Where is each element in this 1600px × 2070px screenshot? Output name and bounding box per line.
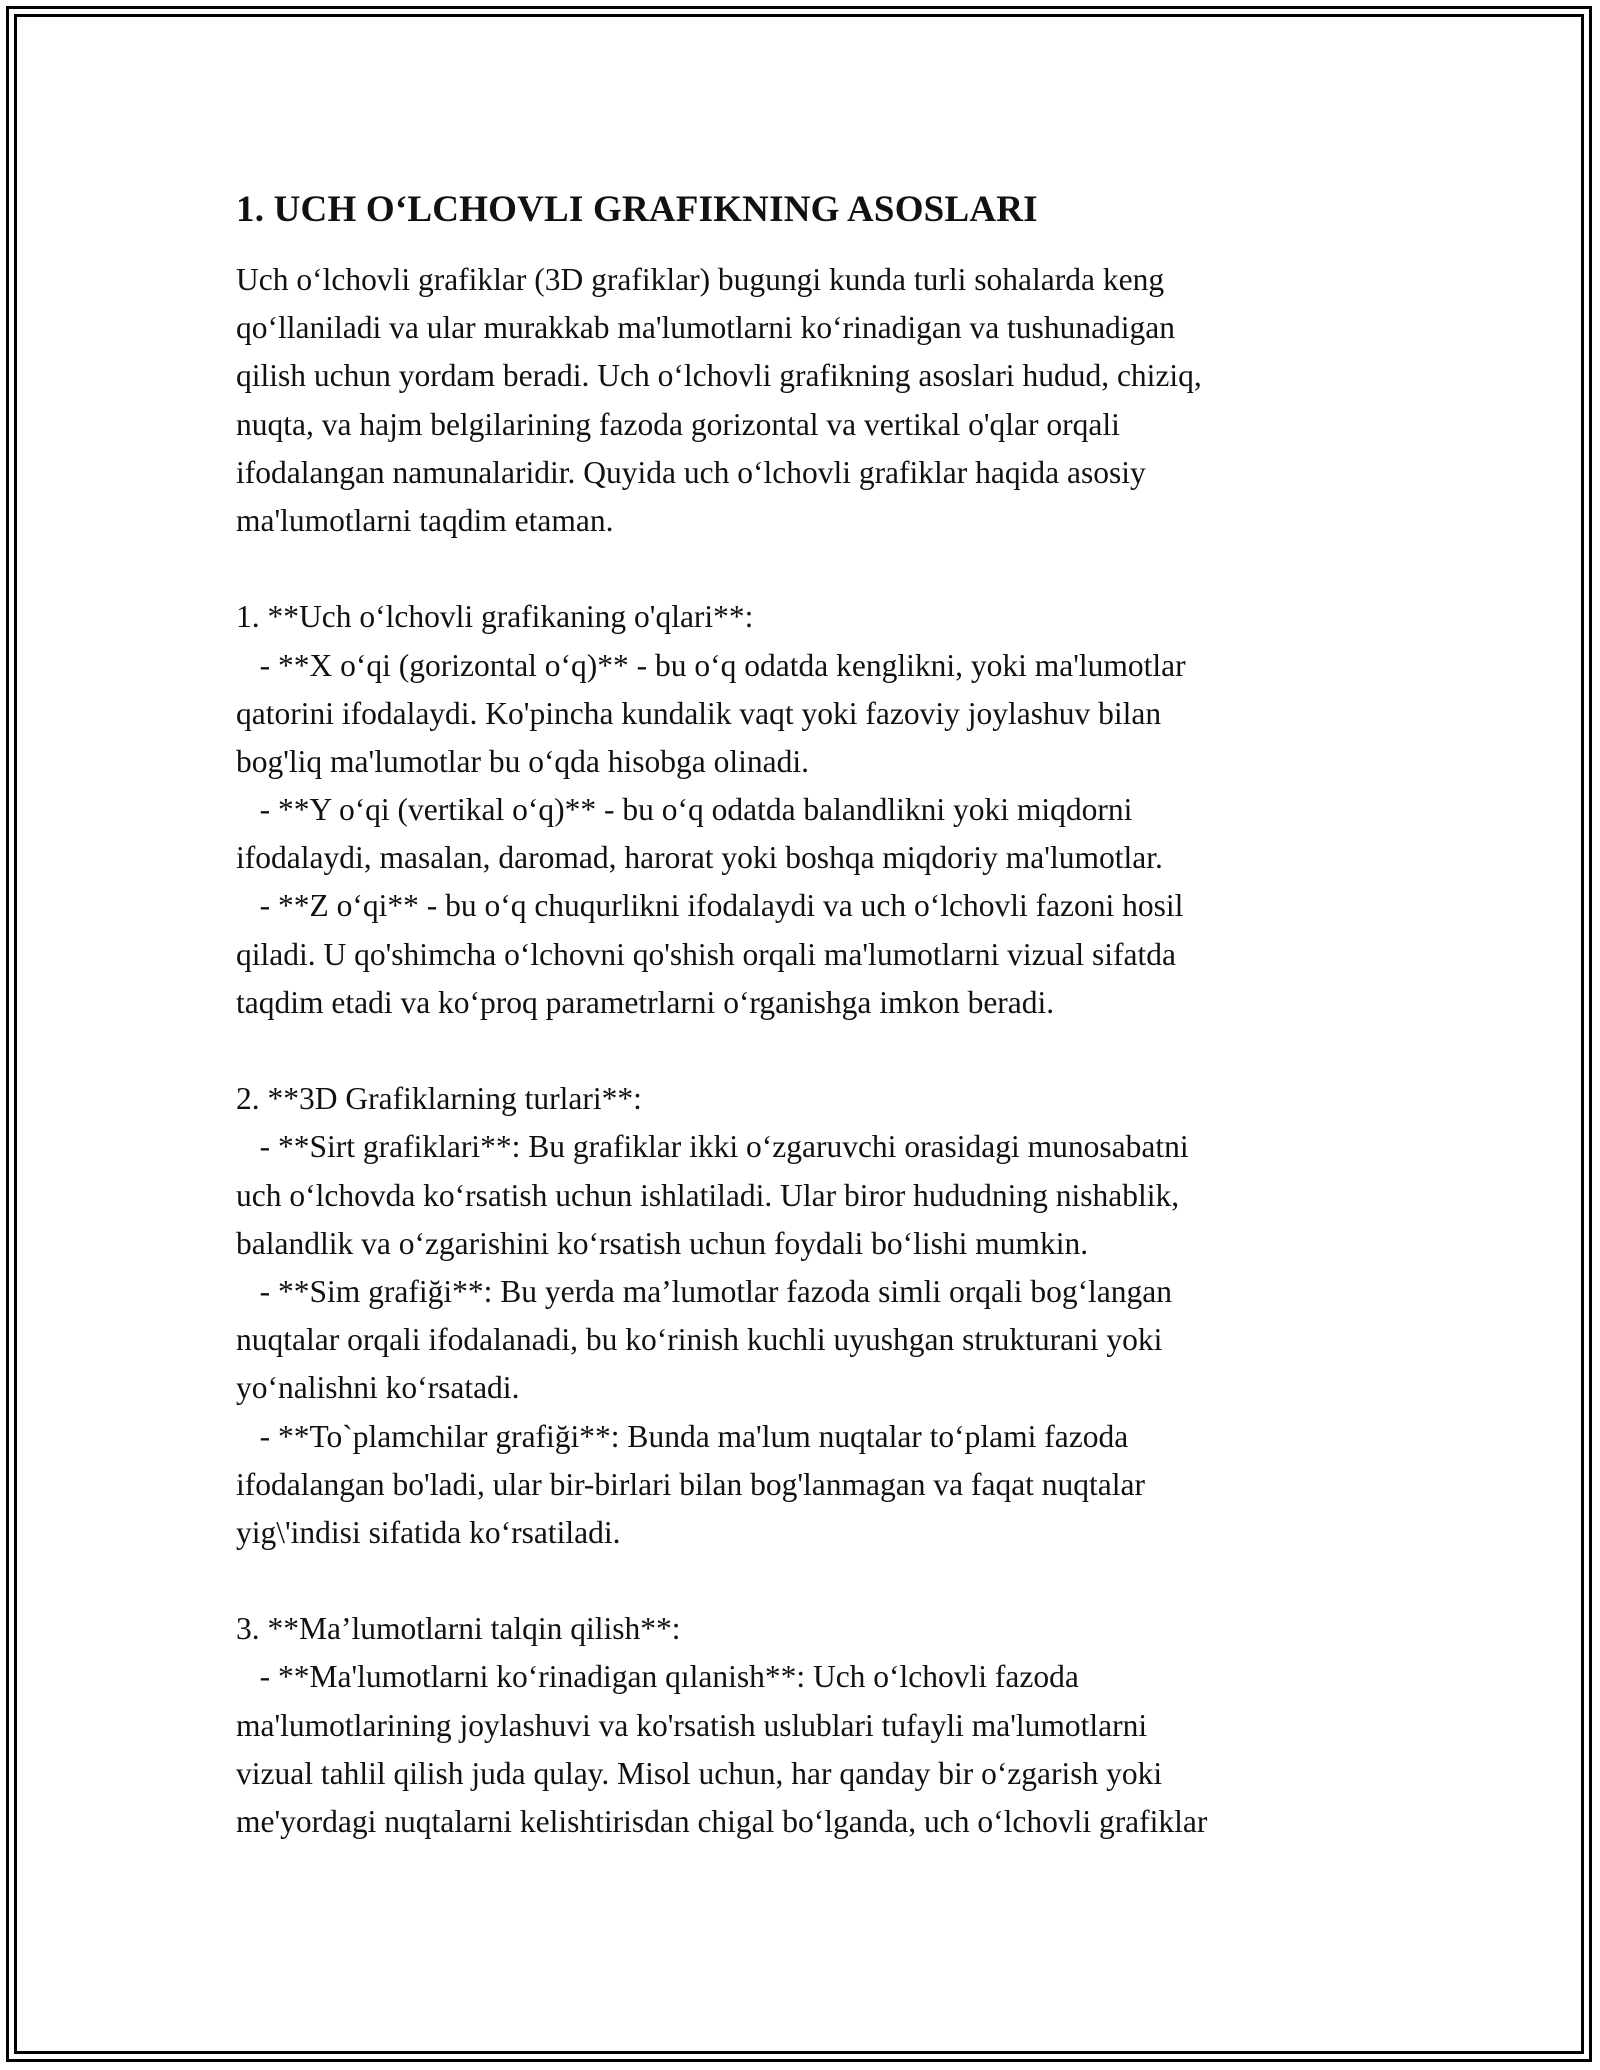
section-heading: 3. **Ma’lumotlarni talqin qilish**: bbox=[236, 1611, 681, 1647]
section-line: - **To`plamchilar grafiği**: Bunda ma'lum nuqtalar to‘plami fazoda bbox=[236, 1418, 1129, 1454]
section-line: - **Y o‘qi (vertikal o‘q)** - bu o‘q odatda balandlikni yoki miqdorni bbox=[236, 792, 1133, 828]
intro-line: qo‘llaniladi va ular murakkab ma'lumotlarni ko‘rinadigan va tushunadigan bbox=[236, 310, 1176, 346]
page-title: 1. UCH O‘LCHOVLI GRAFIKNING ASOSLARI bbox=[236, 189, 1038, 230]
section-line: balandlik va o‘zgarishini ko‘rsatish uchun foydali bo‘lishi mumkin. bbox=[236, 1225, 1089, 1261]
section-line: ifodalangan bo'ladi, ular bir-birlari bilan bog'lanmagan va faqat nuqtalar bbox=[236, 1466, 1146, 1502]
section-line: yig\'indisi sifatida ko‘rsatiladi. bbox=[236, 1514, 621, 1550]
section-line: - **Sirt grafiklari**: Bu grafiklar ikki o‘zgaruvchi orasidagi munosabatni bbox=[236, 1129, 1189, 1165]
section-types bbox=[236, 1075, 1376, 1557]
section-line: uch o‘lchovda ko‘rsatish uchun ishlatiladi. Ular biror hududning nishablik, bbox=[236, 1177, 1180, 1213]
paragraph-gap bbox=[236, 545, 1376, 593]
section-line: ma'lumotlarining joylashuvi va ko'rsatish uslublari tufayli ma'lumotlarni bbox=[236, 1707, 1148, 1743]
section-line: yo‘nalishni ko‘rsatadi. bbox=[236, 1370, 520, 1406]
document-body bbox=[236, 186, 1376, 1846]
section-line: me'yordagi nuqtalarni kelishtirisdan chigal bo‘lganda, uch o‘lchovli grafiklar bbox=[236, 1804, 1208, 1839]
section-line: qatorini ifodalaydi. Ko'pincha kundalik vaqt yoki fazoviy joylashuv bilan bbox=[236, 695, 1162, 731]
section-heading: 1. **Uch o‘lchovli grafikaning o'qlari**: bbox=[236, 599, 754, 635]
section-line: vizual tahlil qilish juda qulay. Misol uchun, har qanday bir o‘zgarish yoki bbox=[236, 1755, 1163, 1791]
section-line: nuqtalar orqali ifodalanadi, bu ko‘rinish kuchli uyushgan strukturani yoki bbox=[236, 1322, 1163, 1358]
section-line: qiladi. U qo'shimcha o‘lchovni qo'shish orqali ma'lumotlarni vizual sifatda bbox=[236, 936, 1176, 972]
section-axes bbox=[236, 593, 1376, 1027]
intro-paragraph bbox=[236, 256, 1376, 545]
paragraph-gap bbox=[236, 1027, 1376, 1075]
section-line: - **Z o‘qi** - bu o‘q chuqurlikni ifodalaydi va uch o‘lchovli fazoni hosil bbox=[236, 888, 1184, 924]
intro-line: nuqta, va hajm belgilarining fazoda gorizontal va vertikal o'qlar orqali bbox=[236, 406, 1120, 442]
section-heading: 2. **3D Grafiklarning turlari**: bbox=[236, 1081, 642, 1117]
section-interpretation bbox=[236, 1605, 1376, 1846]
intro-line: Uch o‘lchovli grafiklar (3D grafiklar) bugungi kunda turli sohalarda keng bbox=[236, 262, 1165, 297]
intro-line: ma'lumotlarni taqdim etaman. bbox=[236, 502, 614, 538]
section-line: taqdim etadi va ko‘proq parametrlarni o‘rganishga imkon beradi. bbox=[236, 984, 1055, 1020]
intro-line: ifodalangan namunalaridir. Quyida uch o‘lchovli grafiklar haqida asosiy bbox=[236, 454, 1146, 490]
section-line: - **X o‘qi (gorizontal o‘q)** - bu o‘q odatda kenglikni, yoki ma'lumotlar bbox=[236, 647, 1186, 683]
section-line: - **Ma'lumotlarni ko‘rinadigan qılanish**: Uch o‘lchovli fazoda bbox=[236, 1659, 1079, 1695]
section-line: - **Sim grafiği**: Bu yerda ma’lumotlar fazoda simli orqali bog‘langan bbox=[236, 1273, 1173, 1309]
section-line: ifodalaydi, masalan, daromad, harorat yoki boshqa miqdoriy ma'lumotlar. bbox=[236, 840, 1163, 876]
intro-line: qilish uchun yordam beradi. Uch o‘lchovli grafikning asoslari hudud, chiziq, bbox=[236, 358, 1202, 394]
section-line: bog'liq ma'lumotlar bu o‘qda hisobga olinadi. bbox=[236, 743, 810, 779]
paragraph-gap bbox=[236, 1557, 1376, 1605]
